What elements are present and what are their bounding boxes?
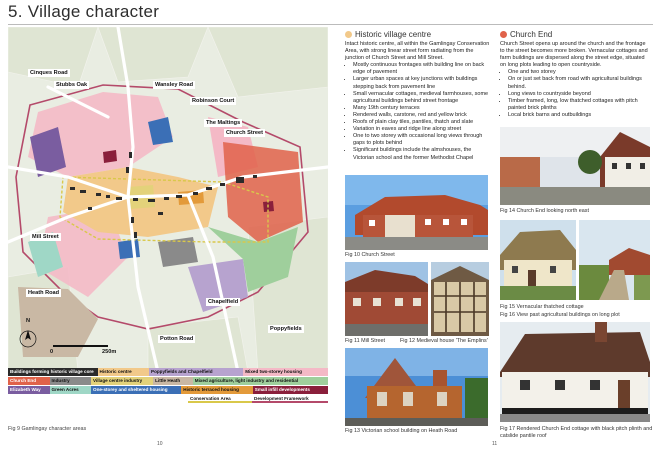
map-graphic <box>8 27 328 372</box>
church-end-heading-text: Church End <box>510 30 553 39</box>
church-end-bullets <box>500 69 650 119</box>
legend-mixed-two: Mixed two-storey housing <box>243 368 328 376</box>
bullet-item: • Roofs of plain clay tiles, pantiles, thatch and slate <box>353 119 491 126</box>
fig15-photo <box>500 220 576 300</box>
bullet-item: • Long views to countryside beyond <box>508 91 650 98</box>
legend-row <box>8 386 328 394</box>
bullet-item: • Variation in eaves and ridge line along street <box>353 126 491 133</box>
bullet-item: • Local brick barns and outbuildings <box>508 112 650 119</box>
legend-green-acres: Green Acres <box>50 386 92 394</box>
legend-conservation: Conservation Area <box>188 395 252 403</box>
historic-centre-heading-text: Historic village centre <box>355 30 432 39</box>
label-poppyfields: Poppyfields <box>270 326 302 332</box>
bullet-item: • Small vernacular cottages, medieval farmhouses, some agricultural buildings behind street frontage <box>353 91 491 105</box>
legend-mixed-agri: Mixed agriculture, light industry and residential <box>193 377 328 385</box>
fig16-photo <box>579 220 650 300</box>
church-end-intro: Church Street opens up around the church and the frontage to the street becomes more broken. Vernacular cottages and farm buildings are dispersed along the street edge, situated on long plots leading to open countryside. <box>500 41 648 69</box>
church-end-heading <box>500 30 552 39</box>
bullet-item: • Many 19th century terraces <box>353 105 491 112</box>
bullet-item: • On or just set back from road with agricultural buildings behind. <box>508 76 650 90</box>
fig17-photo <box>500 322 650 422</box>
right-page-number: 11 <box>492 441 498 447</box>
fig10-photo <box>345 175 488 250</box>
legend-church-end: Church End <box>8 377 50 385</box>
label-chapelfield: Chapelfield <box>208 299 239 305</box>
bullet-item: • One and two storey <box>508 69 650 76</box>
fig12-photo <box>431 262 489 336</box>
fig9-caption: Fig 9 Gamlingay character areas <box>8 426 87 432</box>
bullet-item: • Timber framed, long, low thatched cottages with pitch painted brick plinths <box>508 98 650 112</box>
fig11-photo <box>345 262 428 336</box>
church-end-text <box>500 41 650 119</box>
label-the-maltings: The Maltings <box>206 120 241 126</box>
bullet-item: • Larger urban spaces at key junctions with buildings stepping back from pavement line <box>353 76 491 90</box>
legend-one-storey: One-storey and sheltered housing <box>91 386 181 394</box>
label-church-street: Church Street <box>226 130 263 136</box>
bullet-item: • One to two storey with occasional long views through gaps to plots behind <box>353 133 491 147</box>
bullet-item: • Significant buildings include the almshouses, the Victorian school and the former Methodist Chapel <box>353 147 491 161</box>
character-areas-map[interactable] <box>8 27 328 372</box>
historic-centre-swatch-icon <box>345 31 352 38</box>
label-potton-road: Potton Road <box>160 336 194 342</box>
fig12-caption: Fig 12 Medieval house 'The Emplins' <box>400 338 488 344</box>
legend-terraced: Historic terraced housing <box>181 386 253 394</box>
scale-distance: 250m <box>102 349 117 355</box>
bullet-item: • Rendered walls, carstone, red and yellow brick <box>353 112 491 119</box>
legend-poppyfields: Poppyfields and Chapelfield <box>149 368 243 376</box>
fig14-caption: Fig 14 Church End looking north east <box>500 208 589 214</box>
legend-core: Buildings forming historic village core <box>8 368 98 376</box>
fig13-caption: Fig 13 Victorian school building on Heath Road <box>345 428 458 434</box>
legend-elizabeth-way: Elizabeth Way <box>8 386 50 394</box>
legend-row <box>8 377 328 385</box>
scale-zero: 0 <box>50 349 54 355</box>
north-label: N <box>26 318 31 324</box>
label-heath-road: Heath Road <box>28 290 60 296</box>
label-robinson-court: Robinson Court <box>192 98 235 104</box>
legend-row <box>8 368 328 376</box>
bullet-item: • Mostly continuous frontages with building line on back edge of pavement <box>353 62 491 76</box>
historic-centre-heading <box>345 30 431 39</box>
label-mill-street: Mill Street <box>32 234 59 240</box>
legend-historic-centre: Historic centre <box>98 368 150 376</box>
legend-row <box>8 395 328 403</box>
fig17-caption: Fig 17 Rendered Church End cottage with black pitch plinth and catslide pantile roof <box>500 426 653 439</box>
label-cinques-road: Cinques Road <box>30 70 68 76</box>
church-end-swatch-icon <box>500 31 507 38</box>
legend-village-industry: Village centre industry <box>91 377 153 385</box>
fig13-photo <box>345 348 488 426</box>
fig14-photo <box>500 127 650 205</box>
label-stubbs-oak: Stubbs Oak <box>56 82 88 88</box>
fig15-caption: Fig 15 Vernacular thatched cottage <box>500 304 584 310</box>
title-divider <box>8 24 653 25</box>
left-page-number: 10 <box>157 441 163 447</box>
historic-centre-bullets <box>345 62 491 161</box>
legend-infill: Small infill developments <box>253 386 328 394</box>
legend-industry: Industry <box>50 377 92 385</box>
fig10-caption: Fig 10 Church Street <box>345 252 395 258</box>
label-wansley-road: Wansley Road <box>155 82 194 88</box>
fig16-caption: Fig 16 View past agricultural buildings on long plot <box>500 312 620 318</box>
historic-centre-intro: Intact historic centre, all within the Gamlingay Conservation Area, with strong linear street form radiating from the junction of Church Street and Mill Street. <box>345 41 490 62</box>
historic-centre-text <box>345 41 491 162</box>
fig11-caption: Fig 11 Mill Street <box>345 338 386 344</box>
map-legend <box>8 368 328 404</box>
legend-little-heath: Little Heath <box>153 377 193 385</box>
page-title: 5. Village character <box>8 2 160 21</box>
legend-framework: Development Framework <box>252 395 328 403</box>
